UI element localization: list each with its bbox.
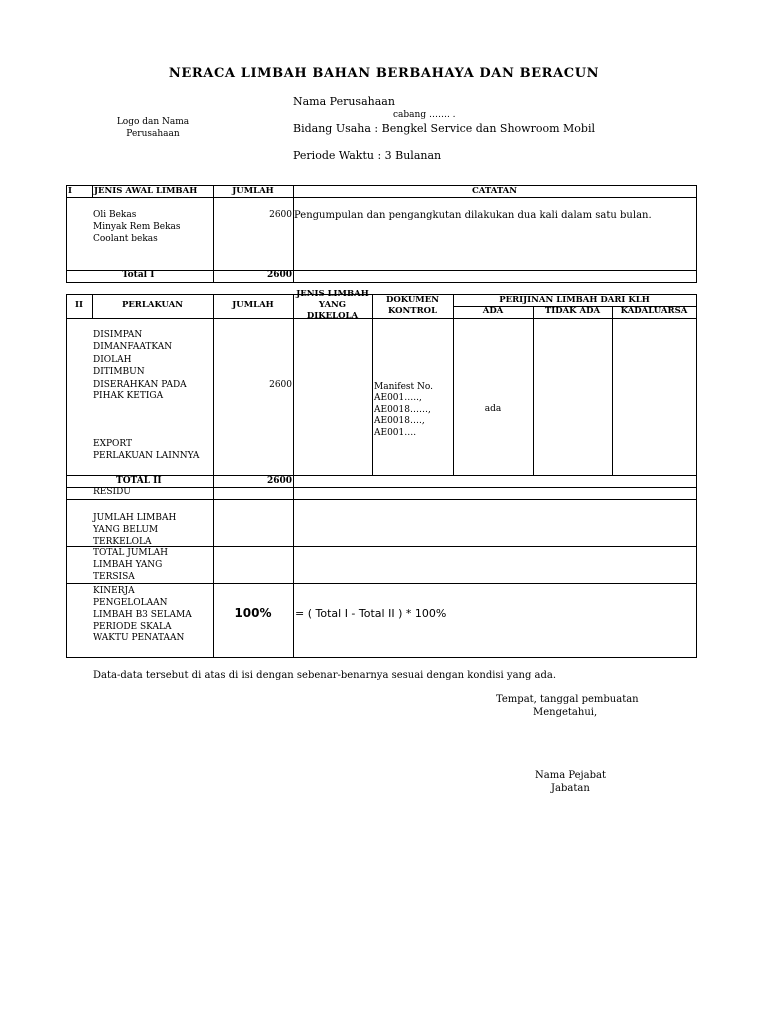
belum-terkelola-line: TERKELOLA [93,537,152,547]
official-position: Jabatan [551,783,590,794]
residu-label: RESIDU [93,487,131,497]
table2-col-kadaluarsa: KADALUARSA [620,306,688,316]
statement: Data-data tersebut di atas di isi dengan sebenar-benarnya sesuai dengan kondisi yang ada. [93,670,557,681]
kinerja-line: PENGELOLAAN [93,598,168,608]
table1-col-jumlah: JUMLAH [232,186,274,196]
table1-item: Oli Bekas [93,210,137,220]
table2-col-perijinan: PERIJINAN LIMBAH DARI KLH [499,295,650,305]
table2-col-jenis-line3: DIKELOLA [306,311,359,321]
table2-col-jumlah: JUMLAH [232,300,274,310]
kinerja-line: KINERJA [93,586,135,596]
table1-total-label: Total I [122,270,155,280]
tersisa-line: LIMBAH YANG [93,560,163,570]
official-name: Nama Pejabat [535,770,606,781]
table1-total-value: 2600 [266,270,292,280]
dokumen-line: AE001….., [374,393,422,403]
table1-catatan: Pengumpulan dan pengangkutan dilakukan dua kali dalam satu bulan. [294,210,652,221]
table2-total-label: TOTAL II [116,476,162,486]
perlakuan-item: DIMANFAATKAN [93,342,173,352]
table2-jumlah: 2600 [269,380,292,390]
place-date: Tempat, tanggal pembuatan [496,694,639,705]
perlakuan-item: PIHAK KETIGA [93,391,164,401]
logo-placeholder-line1: Logo dan Nama [116,117,190,127]
dokumen-line: Manifest No. [374,382,434,392]
table1-jumlah: 2600 [269,210,292,220]
logo-placeholder-line2: Perusahaan [126,129,180,139]
period: Periode Waktu : 3 Bulanan [293,149,442,162]
table1-item: Coolant bekas [93,234,158,244]
perlakuan-item: DISIMPAN [93,330,143,340]
kinerja-line: WAKTU PENATAAN [93,633,185,643]
tersisa-line: TERSISA [93,572,135,582]
perlakuan-item: PERLAKUAN LAINNYA [93,451,200,461]
belum-terkelola-line: JUMLAH LIMBAH [93,513,177,523]
dokumen-line: AE0018…., [374,416,425,426]
table2-col-no: II [75,300,83,310]
dokumen-line: AE001…. [374,428,417,438]
acknowledged-label: Mengetahui, [533,707,598,718]
company-name-label: Nama Perusahaan [293,95,395,108]
table2-col-dokumen-line1: DOKUMEN [386,295,439,305]
tersisa-line: TOTAL JUMLAH [93,548,168,558]
branch-label: cabang ……. . [393,110,456,120]
perlakuan-item: DISERAHKAN PADA [93,380,187,390]
table2-col-dokumen-line2: KONTROL [387,306,438,316]
perlakuan-item: DIOLAH [93,355,132,365]
table2-total-value: 2600 [266,476,292,486]
table1-col-jenis: JENIS AWAL LIMBAH [94,186,198,196]
table2-col-ada: ADA [482,306,504,316]
table1-item: Minyak Rem Bekas [93,222,181,232]
kinerja-line: LIMBAH B3 SELAMA [93,610,192,620]
dokumen-line: AE0018……, [374,405,431,415]
perlakuan-item: DITIMBUN [93,367,145,377]
perlakuan-item: EXPORT [93,439,133,449]
kinerja-line: PERIODE SKALA [93,622,172,632]
belum-terkelola-line: YANG BELUM [93,525,159,535]
table2-col-tidak-ada: TIDAK ADA [544,306,601,316]
table2-col-perlakuan: PERLAKUAN [121,300,184,310]
table1-col-catatan: CATATAN [471,186,518,196]
table1-col-no: I [68,186,72,196]
document-title: NERACA LIMBAH BAHAN BERBAHAYA DAN BERACUN [168,66,600,81]
kinerja-value: 100% [234,606,272,620]
perijinan-ada-value: ada [484,404,502,414]
business-field: Bidang Usaha : Bengkel Service dan Showroom Mobil [293,122,595,135]
table2-col-jenis-line2: YANG [318,300,347,310]
kinerja-formula: = ( Total I - Total II ) * 100% [295,607,447,620]
table2-col-jenis-line1: JENIS LIMBAH [296,289,369,299]
